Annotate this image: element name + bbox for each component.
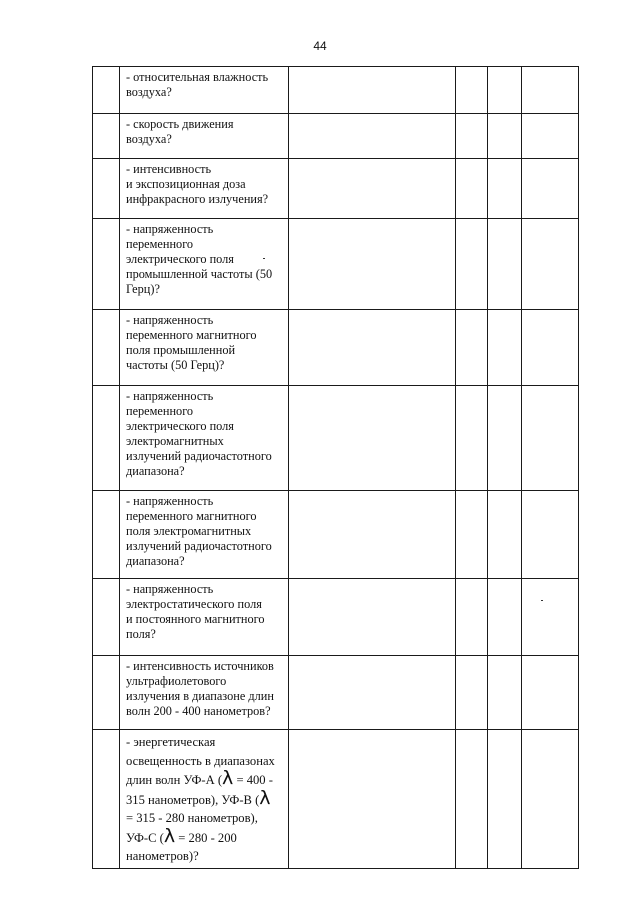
question-cell	[120, 730, 289, 869]
answer-yes-cell[interactable]	[456, 219, 488, 310]
requirement-cell	[289, 579, 456, 656]
lambda-symbol: λ	[222, 767, 234, 789]
question-text: нанометров)?	[126, 849, 199, 863]
requirement-cell	[289, 491, 456, 579]
question-text: 315 нанометров), УФ-В (	[126, 792, 260, 807]
number-cell	[93, 114, 120, 159]
answer-no-cell[interactable]	[488, 579, 522, 656]
answer-no-cell[interactable]	[488, 491, 522, 579]
answer-yes-cell[interactable]	[456, 310, 488, 386]
answer-yes-cell[interactable]	[456, 159, 488, 219]
answer-yes-cell[interactable]	[456, 386, 488, 491]
question-cell: - напряженность переменного электрического поля электромагнитных излучений радиочастотного диапазона?	[120, 386, 289, 491]
not-applicable-cell[interactable]	[522, 491, 579, 579]
table-row	[93, 730, 579, 869]
question-cell: - относительная влажность воздуха?	[120, 67, 289, 114]
table-row	[93, 386, 579, 491]
not-applicable-cell[interactable]	[522, 579, 579, 656]
table-row	[93, 114, 579, 159]
requirement-cell	[289, 730, 456, 869]
answer-yes-cell[interactable]	[456, 656, 488, 730]
question-cell: - интенсивность источников ультрафиолетового излучения в диапазоне длин волн 200 - 400 нанометров?	[120, 656, 289, 730]
question-text: освещенность в диапазонах	[126, 753, 275, 768]
number-cell	[93, 67, 120, 114]
question-text: = 400 -	[233, 773, 273, 787]
answer-no-cell[interactable]	[488, 310, 522, 386]
answer-yes-cell[interactable]	[456, 67, 488, 114]
not-applicable-cell[interactable]	[522, 114, 579, 159]
answer-no-cell[interactable]	[488, 114, 522, 159]
question-text: - энергетическая	[126, 735, 216, 749]
number-cell	[93, 656, 120, 730]
answer-yes-cell[interactable]	[456, 114, 488, 159]
table-row	[93, 656, 579, 730]
not-applicable-cell[interactable]	[522, 386, 579, 491]
question-cell: - напряженность переменного электрического поля промышленной частоты (50 Герц)?	[120, 219, 289, 310]
question-text: УФ-С (	[126, 830, 164, 845]
not-applicable-cell[interactable]	[522, 310, 579, 386]
answer-no-cell[interactable]	[488, 219, 522, 310]
not-applicable-cell[interactable]	[522, 67, 579, 114]
number-cell	[93, 491, 120, 579]
question-cell: - напряженность переменного магнитного поля промышленной частоты (50 Герц)?	[120, 310, 289, 386]
requirement-cell	[289, 656, 456, 730]
answer-yes-cell[interactable]	[456, 491, 488, 579]
number-cell	[93, 159, 120, 219]
question-cell: - напряженность электростатического поля и постоянного магнитного поля?	[120, 579, 289, 656]
requirement-cell	[289, 219, 456, 310]
table-row	[93, 310, 579, 386]
requirement-cell	[289, 386, 456, 491]
scan-speck	[263, 258, 265, 259]
answer-no-cell[interactable]	[488, 730, 522, 869]
question-text: = 315 - 280 нанометров),	[126, 811, 258, 825]
lambda-symbol: λ	[259, 786, 271, 809]
not-applicable-cell[interactable]	[522, 159, 579, 219]
answer-no-cell[interactable]	[488, 656, 522, 730]
requirement-cell	[289, 159, 456, 219]
answer-no-cell[interactable]	[488, 386, 522, 491]
scan-speck	[541, 600, 543, 601]
table-row	[93, 579, 579, 656]
number-cell	[93, 219, 120, 310]
question-cell: - интенсивность и экспозиционная доза инфракрасного излучения?	[120, 159, 289, 219]
page-number: 44	[313, 39, 327, 53]
lambda-symbol: λ	[163, 824, 176, 847]
question-text: = 280 - 200	[175, 830, 237, 845]
answer-no-cell[interactable]	[488, 159, 522, 219]
number-cell	[93, 310, 120, 386]
requirement-cell	[289, 67, 456, 114]
question-cell: - скорость движения воздуха?	[120, 114, 289, 159]
answer-no-cell[interactable]	[488, 67, 522, 114]
requirement-cell	[289, 310, 456, 386]
number-cell	[93, 386, 120, 491]
not-applicable-cell[interactable]	[522, 730, 579, 869]
not-applicable-cell[interactable]	[522, 219, 579, 310]
table-row	[93, 67, 579, 114]
table-row	[93, 159, 579, 219]
question-text: длин волн УФ-А (	[126, 773, 223, 787]
checklist-table	[92, 66, 579, 869]
number-cell	[93, 730, 120, 869]
answer-yes-cell[interactable]	[456, 579, 488, 656]
answer-yes-cell[interactable]	[456, 730, 488, 869]
question-cell: - напряженность переменного магнитного поля электромагнитных излучений радиочастотного диапазона?	[120, 491, 289, 579]
number-cell	[93, 579, 120, 656]
requirement-cell	[289, 114, 456, 159]
not-applicable-cell[interactable]	[522, 656, 579, 730]
table-row	[93, 491, 579, 579]
table-row	[93, 219, 579, 310]
